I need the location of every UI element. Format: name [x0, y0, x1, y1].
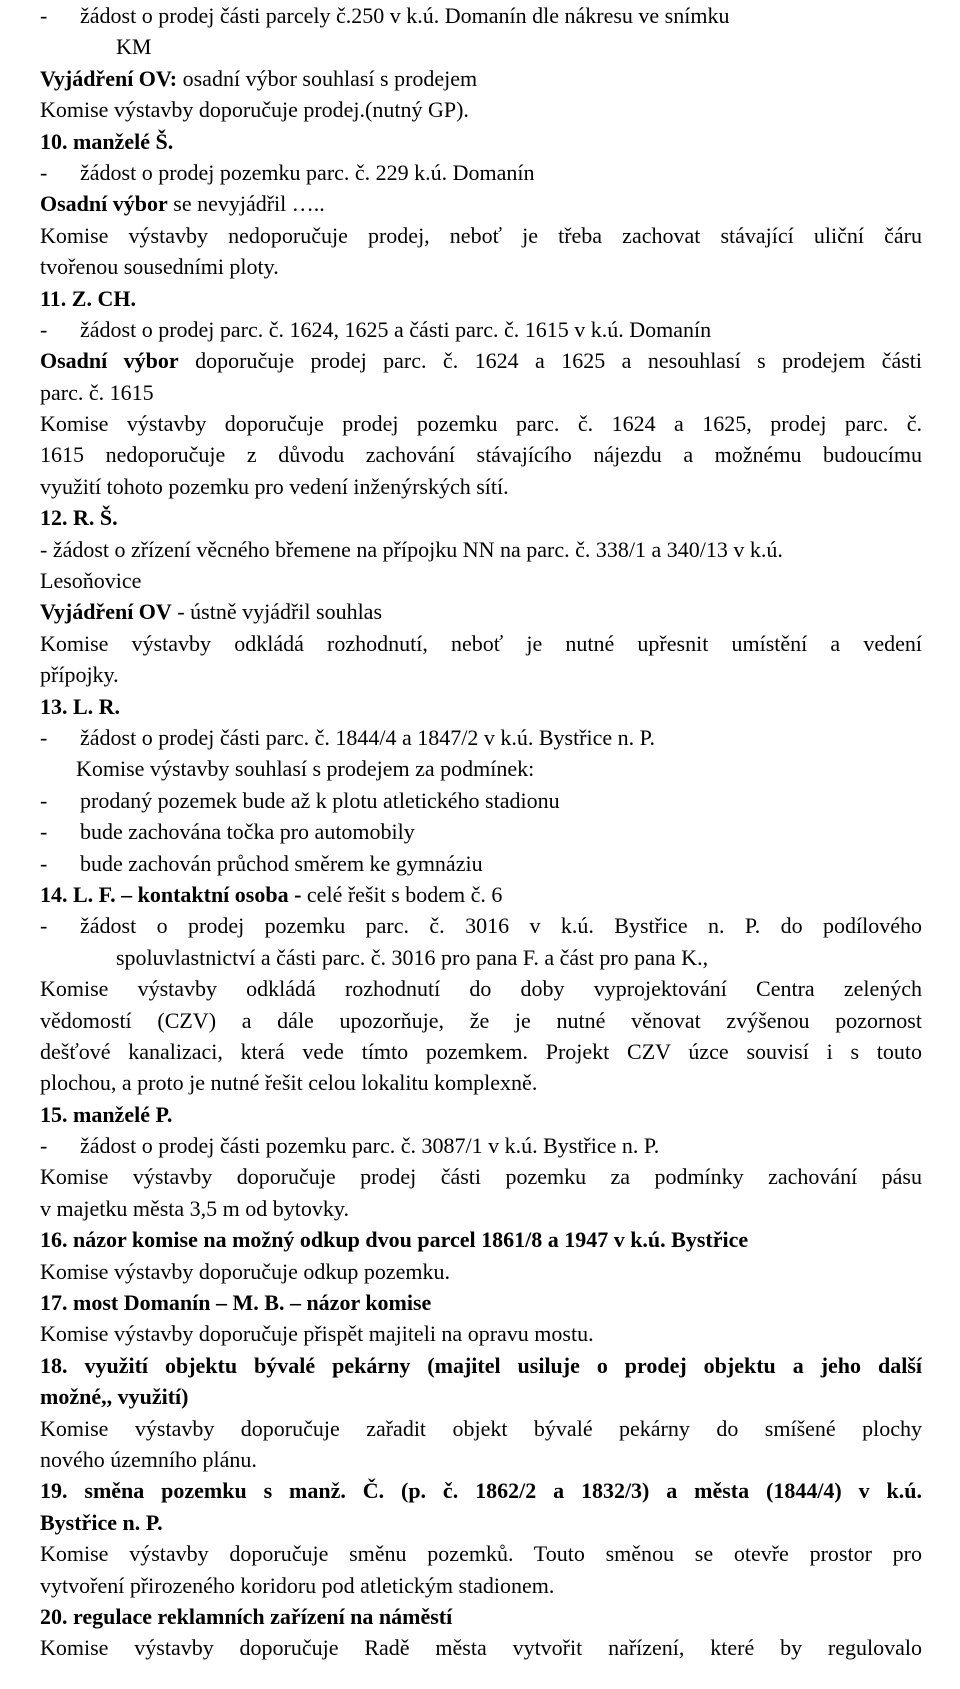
text-line	[40, 1570, 922, 1601]
text-line	[40, 1444, 922, 1475]
text-line	[40, 1099, 922, 1130]
text-line	[40, 439, 922, 470]
bold-text: 14. L. F. – kontaktní osoba -	[40, 881, 302, 907]
body-text: dešťové kanalizaci, která vede tímto pozemkem. Projekt CZV úzce souvisí i s touto	[40, 1038, 922, 1064]
bold-text: 15. manželé P.	[40, 1101, 173, 1127]
text-line	[40, 1350, 922, 1381]
text-line	[40, 1507, 922, 1538]
bold-text: Vyjádření OV:	[40, 65, 178, 91]
bold-text: 16. názor komise na možný odkup dvou parcel 1861/8 a 1947 v k.ú. Bystřice	[40, 1227, 749, 1253]
body-text: bude zachována točka pro automobily	[80, 819, 415, 845]
body-text: - ústně vyjádřil souhlas	[171, 599, 383, 625]
bold-text: 13. L. R.	[40, 693, 121, 719]
body-text: Komise výstavby souhlasí s prodejem za podmínek:	[76, 756, 535, 782]
list-dash: -	[40, 316, 48, 342]
body-text: tvořenou sousedními ploty.	[40, 254, 279, 280]
bold-text: Bystřice n. P.	[40, 1509, 163, 1535]
body-text: vytvoření přirozeného koridoru pod atletickým stadionem.	[40, 1572, 555, 1598]
text-line	[40, 1287, 922, 1318]
text-line	[40, 816, 922, 847]
list-dash: -	[40, 850, 48, 876]
body-text: doporučuje prodej parc. č. 1624 a 1625 a nesouhlasí s prodejem části	[178, 348, 922, 374]
bold-text: Vyjádření OV	[40, 599, 172, 625]
text-line	[40, 785, 922, 816]
bold-text: 17. most Domanín – M. B. – názor komise	[40, 1290, 432, 1316]
text-line	[40, 628, 922, 659]
text-line	[40, 31, 922, 62]
body-text: žádost o prodej pozemku parc. č. 229 k.ú. Domanín	[80, 159, 535, 185]
list-dash: -	[40, 1133, 48, 1159]
body-text: 1615 nedoporučuje z důvodu zachování stávajícího nájezdu a možnému budoucímu	[40, 442, 922, 468]
body-text: žádost o prodej pozemku parc. č. 3016 v k.ú. Bystřice n. P. do podílového	[80, 913, 922, 939]
body-text: Komise výstavby doporučuje Radě města vytvořit nařízení, které by regulovalo	[40, 1635, 922, 1661]
text-line	[40, 659, 922, 690]
body-text: plochou, a proto je nutné řešit celou lokalitu komplexně.	[40, 1070, 538, 1096]
body-text: žádost o prodej části pozemku parc. č. 3087/1 v k.ú. Bystřice n. P.	[80, 1133, 660, 1159]
bold-text: Osadní výbor	[40, 348, 179, 374]
text-line	[40, 63, 922, 94]
text-line	[40, 251, 922, 282]
body-text: Komise výstavby odkládá rozhodnutí, neboť je nutné upřesnit umístění a vedení	[40, 630, 922, 656]
text-line	[40, 220, 922, 251]
body-text: Komise výstavby doporučuje odkup pozemku.	[40, 1258, 450, 1284]
text-line	[40, 1413, 922, 1444]
body-text: Komise výstavby doporučuje prodej.(nutný GP).	[40, 97, 469, 123]
bold-text: 10. manželé Š.	[40, 128, 174, 154]
body-text: Lesoňovice	[40, 568, 142, 594]
bold-text: Osadní výbor	[40, 191, 168, 217]
text-line	[40, 157, 922, 188]
body-text: osadní výbor souhlasí s prodejem	[177, 65, 478, 91]
text-line	[40, 596, 922, 627]
text-line	[40, 1193, 922, 1224]
body-text: parc. č. 1615	[40, 379, 154, 405]
list-dash: -	[40, 159, 48, 185]
body-text: žádost o prodej části parc. č. 1844/4 a 1847/2 v k.ú. Bystřice n. P.	[80, 724, 655, 750]
body-text: celé řešit s bodem č. 6	[301, 881, 503, 907]
body-text: žádost o prodej části parcely č.250 v k.ú. Domanín dle nákresu ve snímku	[80, 3, 730, 28]
body-text: Komise výstavby doporučuje zařadit objekt bývalé pekárny do smíšené plochy	[40, 1415, 922, 1441]
body-text: bude zachován průchod směrem ke gymnáziu	[80, 850, 483, 876]
text-line	[40, 1161, 922, 1192]
text-line	[40, 910, 922, 941]
text-line	[40, 1601, 922, 1632]
body-text: v majetku města 3,5 m od bytovky.	[40, 1195, 349, 1221]
text-line	[40, 1318, 922, 1349]
body-text: KM	[116, 34, 152, 60]
text-line	[40, 377, 922, 408]
body-text: se nevyjádřil …..	[167, 191, 325, 217]
text-line	[40, 691, 922, 722]
bold-text: možné,, využití)	[40, 1384, 189, 1410]
text-line	[40, 973, 922, 1004]
text-line	[40, 1632, 922, 1663]
bold-text: 19. směna pozemku s manž. Č. (p. č. 1862/2 a 1832/3) a města (1844/4) v k.ú.	[40, 1478, 922, 1504]
body-text: Komise výstavby doporučuje prodej části pozemku za podmínky zachování pásu	[40, 1164, 922, 1190]
bold-text: 18. využití objektu bývalé pekárny (majitel usiluje o prodej objektu a jeho další	[40, 1352, 922, 1378]
text-line	[40, 565, 922, 596]
text-line	[40, 722, 922, 753]
text-line	[40, 753, 922, 784]
body-text: Komise výstavby odkládá rozhodnutí do doby vyprojektování Centra zelených	[40, 976, 922, 1002]
text-line	[40, 534, 922, 565]
text-line	[40, 1036, 922, 1067]
text-line	[40, 94, 922, 125]
text-line	[40, 471, 922, 502]
text-line	[40, 1475, 922, 1506]
body-text: vědomostí (CZV) a dále upozorňuje, že je nutné věnovat zvýšenou pozornost	[40, 1007, 922, 1033]
list-dash: -	[40, 3, 48, 28]
bold-text: 11. Z. CH.	[40, 285, 136, 311]
body-text: Komise výstavby nedoporučuje prodej, neboť je třeba zachovat stávající uliční čáru	[40, 222, 922, 248]
body-text: Komise výstavby doporučuje přispět majiteli na opravu mostu.	[40, 1321, 594, 1347]
bold-text: 20. regulace reklamních zařízení na náměstí	[40, 1603, 453, 1629]
text-line	[40, 1381, 922, 1412]
text-line	[40, 1538, 922, 1569]
body-text: využití tohoto pozemku pro vedení inženýrských sítí.	[40, 473, 509, 499]
text-line	[40, 0, 922, 31]
text-line	[40, 1130, 922, 1161]
bold-text: 12. R. Š.	[40, 505, 118, 531]
text-line	[40, 1005, 922, 1036]
text-line	[40, 848, 922, 879]
text-line	[40, 408, 922, 439]
text-line	[40, 345, 922, 376]
body-text: Komise výstavby doporučuje směnu pozemků. Touto směnou se otevře prostor pro	[40, 1541, 922, 1567]
body-text: přípojky.	[40, 662, 119, 688]
text-line	[40, 1256, 922, 1287]
text-line	[40, 1067, 922, 1098]
text-line	[40, 942, 922, 973]
body-text: prodaný pozemek bude až k plotu atletického stadionu	[80, 787, 560, 813]
text-line	[40, 314, 922, 345]
body-text: - žádost o zřízení věcného břemene na přípojku NN na parc. č. 338/1 a 340/13 v k.ú.	[40, 536, 783, 562]
list-dash: -	[40, 819, 48, 845]
text-line	[40, 502, 922, 533]
list-dash: -	[40, 913, 48, 939]
text-line	[40, 283, 922, 314]
text-line	[40, 188, 922, 219]
text-line	[40, 879, 922, 910]
body-text: spoluvlastnictví a části parc. č. 3016 pro pana F. a část pro pana K.,	[116, 944, 709, 970]
body-text: žádost o prodej parc. č. 1624, 1625 a části parc. č. 1615 v k.ú. Domanín	[80, 316, 712, 342]
text-line	[40, 126, 922, 157]
body-text: Komise výstavby doporučuje prodej pozemku parc. č. 1624 a 1625, prodej parc. č.	[40, 411, 922, 437]
list-dash: -	[40, 787, 48, 813]
list-dash: -	[40, 724, 48, 750]
body-text: nového územního plánu.	[40, 1446, 257, 1472]
text-line	[40, 1224, 922, 1255]
